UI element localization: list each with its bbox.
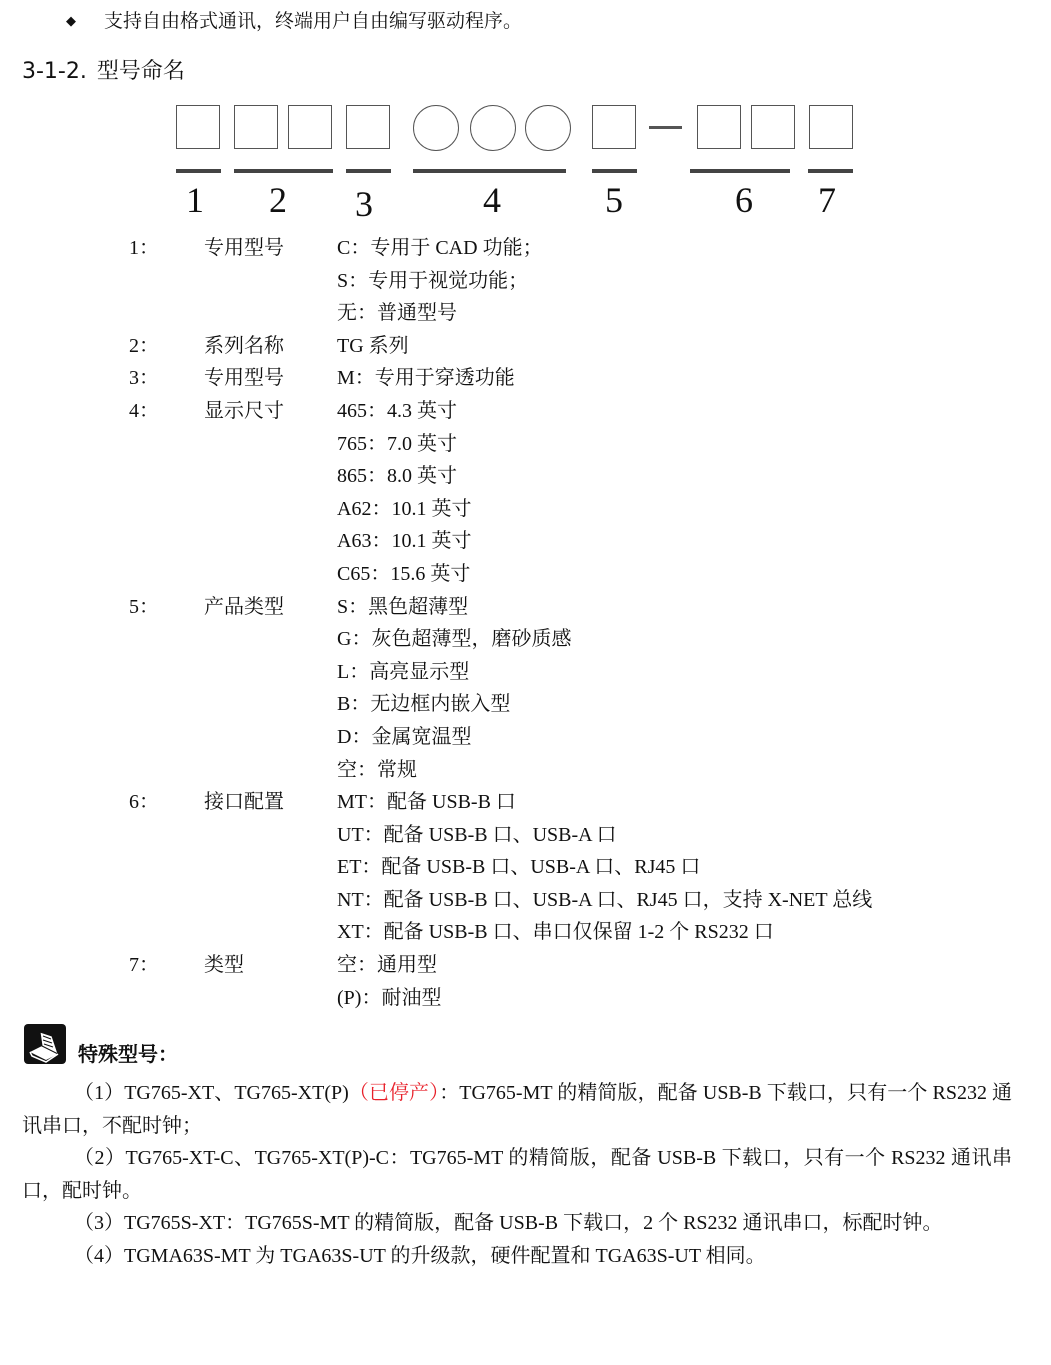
diamond-bullet-icon: ◆	[66, 14, 76, 29]
spec-row-7	[0, 949, 1051, 1014]
spec-option: S：专用于视觉功能；	[337, 269, 529, 292]
note-item-2	[22, 1142, 1012, 1207]
spec-name: 专用型号	[204, 367, 284, 390]
spec-name: 显示尺寸	[204, 399, 284, 422]
section-title: 型号命名	[96, 59, 185, 84]
model-spec-table	[0, 232, 1051, 1014]
discontinued-label: （已停产）	[348, 1082, 440, 1104]
spec-index: 6：	[129, 791, 159, 814]
spec-option: TG 系列	[337, 334, 409, 357]
slot-square-group-5	[592, 105, 636, 149]
slot-square-group-6	[751, 105, 795, 149]
spec-name: 系列名称	[204, 334, 284, 357]
spec-option: XT：配备 USB-B 口、串口仅保留 1-2 个 RS232 口	[337, 921, 774, 944]
spec-row-2	[0, 330, 1051, 363]
spec-option: (P)：耐油型	[337, 986, 442, 1009]
slot-circle-group-4	[525, 105, 571, 151]
spec-row-3	[0, 362, 1051, 395]
spec-option: M：专用于穿透功能	[337, 367, 515, 390]
group-underline-5	[592, 169, 637, 173]
spec-option: 空：常规	[337, 758, 417, 781]
spec-option: C：专用于 CAD 功能；	[337, 237, 543, 259]
note-text: （2）TG765-XT-C、TG765-XT(P)-C：TG765-MT 的精简版，配备 USB-B 下载口，只有一个 RS232 通讯串口，配时钟。	[22, 1147, 1012, 1202]
spec-option: UT：配备 USB-B 口、USB-A 口	[337, 823, 617, 846]
spec-option: S：黑色超薄型	[337, 595, 469, 618]
group-label-6: 6	[735, 180, 753, 220]
slot-square-group-1	[176, 105, 220, 149]
spec-row-1	[0, 232, 1051, 330]
slot-circle-group-4	[413, 105, 459, 151]
spec-index: 7：	[129, 954, 159, 977]
spec-name: 专用型号	[204, 237, 284, 259]
spec-option: C65：15.6 英寸	[337, 562, 471, 585]
note-text: （1）TG765-XT、TG765-XT(P)	[74, 1082, 349, 1104]
group-underline-6	[690, 169, 790, 173]
spec-index: 1：	[129, 237, 159, 259]
group-underline-3	[346, 169, 391, 173]
note-item-4	[22, 1240, 1012, 1273]
slot-square-group-7	[809, 105, 853, 149]
spec-index: 5：	[129, 595, 159, 618]
slot-square-group-3	[346, 105, 390, 149]
special-models-title: 特殊型号：	[78, 1042, 178, 1066]
group-label-2: 2	[269, 180, 287, 220]
note-text: （4）TGMA63S-MT 为 TGA63S-UT 的升级款，硬件配置和 TGA63S-UT 相同。	[74, 1244, 766, 1267]
spec-option: 无：普通型号	[337, 302, 457, 325]
spec-option: L：高亮显示型	[337, 660, 470, 683]
group-underline-7	[808, 169, 853, 173]
spec-option: D：金属宽温型	[337, 725, 472, 748]
group-label-4: 4	[483, 180, 501, 220]
note-text: （3）TG765S-XT：TG765S-MT 的精简版，配备 USB-B 下载口，2 个 RS232 通讯串口，标配时钟。	[74, 1212, 943, 1235]
note-text: ：TG765-MT 的精简版，配备 USB-B 下载口，只有一个 RS232 通讯串口，不配时钟；	[22, 1082, 1013, 1137]
separator-dash	[649, 126, 682, 129]
spec-index: 4：	[129, 399, 159, 422]
slot-circle-group-4	[470, 105, 516, 151]
slot-square-group-2	[288, 105, 332, 149]
spec-option: ET：配备 USB-B 口、USB-A 口、RJ45 口	[337, 856, 701, 879]
group-label-7: 7	[818, 180, 836, 220]
spec-option: 空：通用型	[337, 954, 437, 977]
special-models-notes	[22, 1077, 1012, 1273]
group-underline-1	[176, 169, 221, 173]
note-item-3	[22, 1207, 1012, 1240]
spec-option: A63：10.1 英寸	[337, 530, 472, 553]
slot-square-group-6	[697, 105, 741, 149]
spec-option: MT：配备 USB-B 口	[337, 791, 516, 814]
spec-row-6	[0, 786, 1051, 949]
spec-option: 465：4.3 英寸	[337, 399, 457, 422]
spec-name: 产品类型	[204, 595, 284, 618]
intro-bullet-text: 支持自由格式通讯，终端用户自由编写驱动程序。	[104, 10, 523, 32]
group-label-3: 3	[355, 184, 373, 224]
spec-option: 765：7.0 英寸	[337, 432, 457, 455]
spec-index: 3：	[129, 367, 159, 390]
special-models-header	[24, 1020, 178, 1064]
spec-row-5	[0, 591, 1051, 787]
spec-option: G：灰色超薄型，磨砂质感	[337, 628, 572, 651]
group-label-5: 5	[605, 180, 623, 220]
spec-option: A62：10.1 英寸	[337, 497, 472, 520]
spec-name: 类型	[204, 954, 244, 977]
spec-option: 865：8.0 英寸	[337, 465, 457, 488]
section-number: 3-1-2.	[22, 59, 87, 84]
group-label-1: 1	[186, 180, 204, 220]
spec-name: 接口配置	[204, 791, 284, 814]
spec-index: 2：	[129, 334, 159, 357]
group-underline-2	[234, 169, 333, 173]
note-item-1	[22, 1077, 1012, 1142]
slot-square-group-2	[234, 105, 278, 149]
group-underline-4	[413, 169, 566, 173]
spec-row-4	[0, 395, 1051, 591]
model-naming-diagram	[0, 0, 1051, 230]
spec-option: B：无边框内嵌入型	[337, 693, 511, 716]
book-icon	[24, 1024, 66, 1064]
spec-option: NT：配备 USB-B 口、USB-A 口、RJ45 口，支持 X-NET 总线	[337, 888, 873, 911]
